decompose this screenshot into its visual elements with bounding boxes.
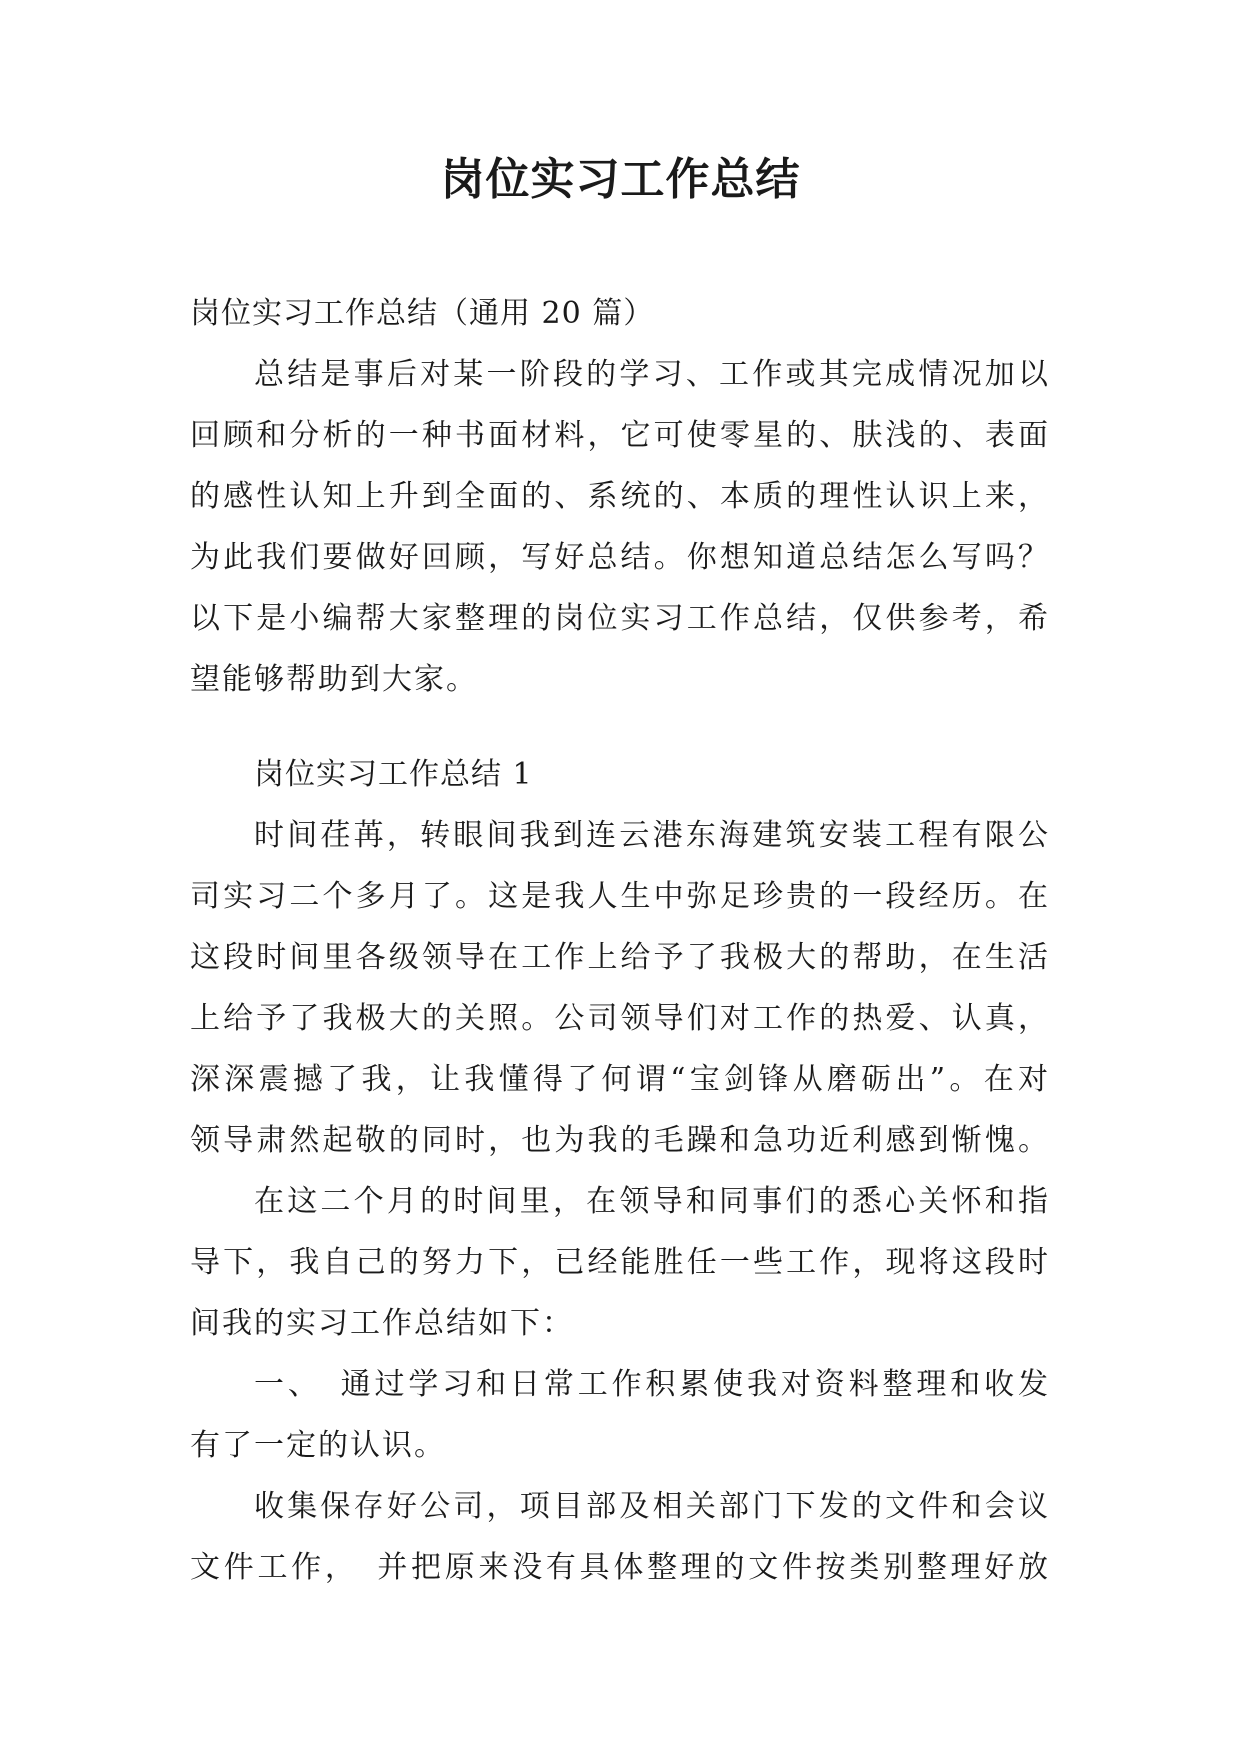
text-line: 以下是小编帮大家整理的岗位实习工作总结，仅供参考，希	[190, 601, 1050, 636]
text-line: 时间荏苒，转眼间我到连云港东海建筑安装工程有限公	[254, 818, 1050, 853]
document-body	[190, 283, 1050, 1598]
text-line: 回顾和分析的一种书面材料，它可使零星的、肤浅的、表面	[190, 418, 1050, 453]
text-line: 导下，我自己的努力下，已经能胜任一些工作，现将这段时	[190, 1245, 1050, 1280]
text-line: 在这二个月的时间里，在领导和同事们的悉心关怀和指	[254, 1184, 1050, 1219]
text-line: 文件工作， 并把原来没有具体整理的文件按类别整理好放	[190, 1550, 1050, 1585]
text-line: 深深震撼了我，让我懂得了何谓“宝剑锋从磨砺出”。在对	[190, 1062, 1050, 1097]
text-line: 这段时间里各级领导在工作上给予了我极大的帮助，在生活	[190, 940, 1050, 975]
text-line: 有了一定的认识。	[190, 1428, 446, 1463]
text-line: 司实习二个多月了。这是我人生中弥足珍贵的一段经历。在	[190, 879, 1050, 914]
intro-paragraph	[190, 344, 1050, 710]
section-heading: 岗位实习工作总结 1	[254, 757, 533, 792]
section1-paragraph-2	[190, 1171, 1050, 1354]
text-line: 领导肃然起敬的同时，也为我的毛躁和急功近利感到惭愧。	[190, 1123, 1050, 1158]
text-line: 收集保存好公司，项目部及相关部门下发的文件和会议	[254, 1489, 1050, 1524]
text-line: 望能够帮助到大家。	[190, 662, 478, 697]
section1-paragraph-1	[190, 805, 1050, 1171]
text-line: 间我的实习工作总结如下：	[190, 1306, 574, 1341]
text-line: 上给予了我极大的关照。公司领导们对工作的热爱、认真，	[190, 1001, 1050, 1036]
text-line: 的感性认知上升到全面的、系统的、本质的理性认识上来，	[190, 479, 1050, 514]
section1-paragraph-3	[190, 1354, 1050, 1476]
section1-paragraph-4	[190, 1476, 1050, 1598]
document-subtitle: 岗位实习工作总结（通用 20 篇）	[190, 296, 655, 331]
paragraph-gap	[190, 710, 1050, 744]
text-line: 总结是事后对某一阶段的学习、工作或其完成情况加以	[254, 357, 1050, 392]
text-line: 一、 通过学习和日常工作积累使我对资料整理和收发	[254, 1367, 1050, 1402]
text-line: 为此我们要做好回顾，写好总结。你想知道总结怎么写吗？	[190, 540, 1050, 575]
document-title: 岗位实习工作总结	[440, 154, 801, 205]
